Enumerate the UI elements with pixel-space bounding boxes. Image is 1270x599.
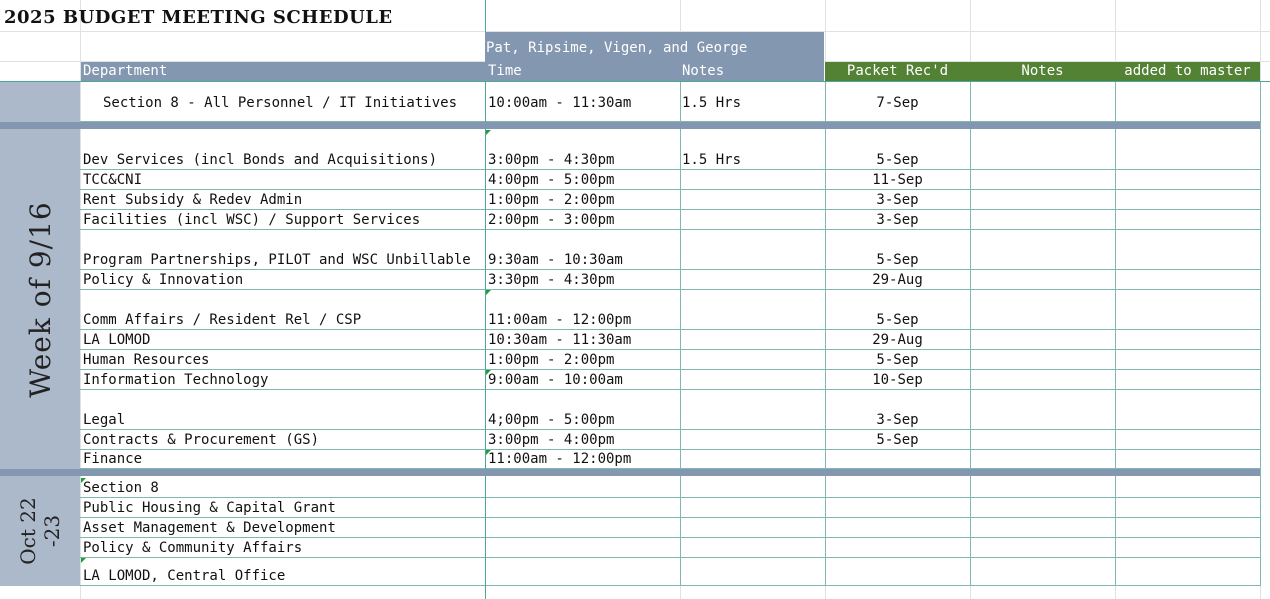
group-header[interactable]: Pat, Ripsime, Vigen, and George bbox=[485, 32, 824, 62]
department-cell[interactable]: Human Resources bbox=[83, 352, 210, 368]
department-cell[interactable]: Finance bbox=[83, 451, 143, 467]
packet-recd-cell[interactable]: 29-Aug bbox=[872, 332, 923, 348]
comment-marker-icon bbox=[486, 290, 491, 295]
notes-cell[interactable] bbox=[680, 211, 824, 229]
header-notes[interactable]: Notes bbox=[680, 62, 824, 81]
time-cell[interactable]: 1:00pm - 2:00pm bbox=[488, 192, 615, 208]
packet-recd-cell[interactable]: 3-Sep bbox=[876, 192, 919, 208]
week-of-9-16-band bbox=[0, 129, 80, 469]
time-cell[interactable]: 4;00pm - 5:00pm bbox=[488, 412, 615, 428]
department-cell[interactable]: TCC&CNI bbox=[83, 172, 143, 188]
department-cell[interactable]: Legal bbox=[83, 412, 126, 428]
notes-cell[interactable] bbox=[680, 331, 824, 349]
notes-cell[interactable] bbox=[680, 450, 824, 468]
comment-marker-icon bbox=[81, 558, 86, 563]
time-cell[interactable]: 3:00pm - 4:00pm bbox=[488, 432, 615, 448]
department-cell[interactable]: Policy & Innovation bbox=[83, 272, 244, 288]
time-cell[interactable]: 10:30am - 11:30am bbox=[488, 332, 632, 348]
comment-marker-icon bbox=[486, 450, 491, 455]
notes-cell[interactable] bbox=[680, 191, 824, 209]
packet-recd-cell[interactable]: 5-Sep bbox=[876, 252, 919, 268]
header-packet-recd[interactable]: Packet Rec'd bbox=[825, 62, 970, 81]
section8-packet[interactable]: 7-Sep bbox=[876, 95, 919, 111]
department-cell[interactable]: Policy & Community Affairs bbox=[83, 540, 303, 556]
notes-cell[interactable] bbox=[680, 271, 824, 289]
time-cell[interactable]: 3:00pm - 4:30pm bbox=[488, 152, 615, 168]
department-cell[interactable]: Rent Subsidy & Redev Admin bbox=[83, 192, 303, 208]
comment-marker-icon bbox=[486, 130, 491, 135]
packet-recd-cell[interactable]: 5-Sep bbox=[876, 432, 919, 448]
department-cell[interactable]: LA LOMOD, Central Office bbox=[83, 568, 286, 584]
header-department[interactable]: Department bbox=[81, 62, 485, 81]
notes-cell[interactable] bbox=[680, 411, 824, 429]
department-cell[interactable]: LA LOMOD bbox=[83, 332, 151, 348]
header-notes-2[interactable]: Notes bbox=[970, 62, 1115, 81]
notes-cell[interactable] bbox=[680, 251, 824, 269]
packet-recd-cell[interactable]: 5-Sep bbox=[876, 352, 919, 368]
section8-notes[interactable]: 1.5 Hrs bbox=[682, 95, 742, 111]
department-cell[interactable]: Dev Services (incl Bonds and Acquisitions) bbox=[83, 152, 438, 168]
section8-time[interactable]: 10:00am - 11:30am bbox=[488, 95, 632, 111]
time-cell[interactable]: 3:30pm - 4:30pm bbox=[488, 272, 615, 288]
week-label: Week of 9/16 bbox=[23, 200, 57, 398]
department-cell[interactable]: Asset Management & Development bbox=[83, 520, 336, 536]
time-cell[interactable]: 4:00pm - 5:00pm bbox=[488, 172, 615, 188]
packet-recd-cell[interactable]: 29-Aug bbox=[872, 272, 923, 288]
header-time[interactable]: Time bbox=[485, 62, 680, 81]
packet-recd-cell[interactable]: 3-Sep bbox=[876, 412, 919, 428]
department-cell[interactable]: Contracts & Procurement (GS) bbox=[83, 432, 320, 448]
notes-cell[interactable] bbox=[680, 171, 824, 189]
packet-recd-cell[interactable]: 10-Sep bbox=[872, 372, 923, 388]
department-cell[interactable]: Information Technology bbox=[83, 372, 269, 388]
notes-cell[interactable] bbox=[680, 431, 824, 449]
week-band-blank bbox=[0, 82, 80, 122]
notes-cell[interactable] bbox=[680, 351, 824, 369]
time-cell[interactable]: 9:30am - 10:30am bbox=[488, 252, 623, 268]
time-cell[interactable]: 1:00pm - 2:00pm bbox=[488, 352, 615, 368]
packet-recd-cell[interactable]: 3-Sep bbox=[876, 212, 919, 228]
notes-cell[interactable]: 1.5 Hrs bbox=[682, 152, 742, 168]
section8-department[interactable]: Section 8 - All Personnel / IT Initiatives bbox=[103, 95, 458, 111]
separator-band bbox=[0, 469, 1260, 476]
time-cell[interactable]: 11:00am - 12:00pm bbox=[488, 451, 632, 467]
notes-cell[interactable] bbox=[680, 311, 824, 329]
header-added-to-master[interactable]: added to master bbox=[1115, 62, 1260, 81]
notes-cell[interactable] bbox=[680, 371, 824, 389]
week2-label: Oct 22 -23 bbox=[16, 497, 64, 565]
packet-recd-cell[interactable]: 5-Sep bbox=[876, 312, 919, 328]
separator-band bbox=[0, 122, 1260, 129]
comment-marker-icon bbox=[486, 370, 491, 375]
time-cell[interactable]: 2:00pm - 3:00pm bbox=[488, 212, 615, 228]
week-oct-22-23-band bbox=[0, 476, 80, 586]
department-cell[interactable]: Program Partnerships, PILOT and WSC Unbillable bbox=[83, 252, 471, 268]
time-cell[interactable]: 11:00am - 12:00pm bbox=[488, 312, 632, 328]
department-cell[interactable]: Section 8 bbox=[83, 480, 159, 496]
department-cell[interactable]: Comm Affairs / Resident Rel / CSP bbox=[83, 312, 362, 328]
department-cell[interactable]: Facilities (incl WSC) / Support Services bbox=[83, 212, 421, 228]
packet-recd-cell[interactable]: 11-Sep bbox=[872, 172, 923, 188]
comment-marker-icon bbox=[81, 478, 86, 483]
packet-recd-cell[interactable]: 5-Sep bbox=[876, 152, 919, 168]
packet-recd-cell[interactable] bbox=[825, 450, 970, 468]
department-cell[interactable]: Public Housing & Capital Grant bbox=[83, 500, 336, 516]
time-cell[interactable]: 9:00am - 10:00am bbox=[488, 372, 623, 388]
sheet-title[interactable]: 2025 BUDGET MEETING SCHEDULE bbox=[4, 7, 393, 28]
